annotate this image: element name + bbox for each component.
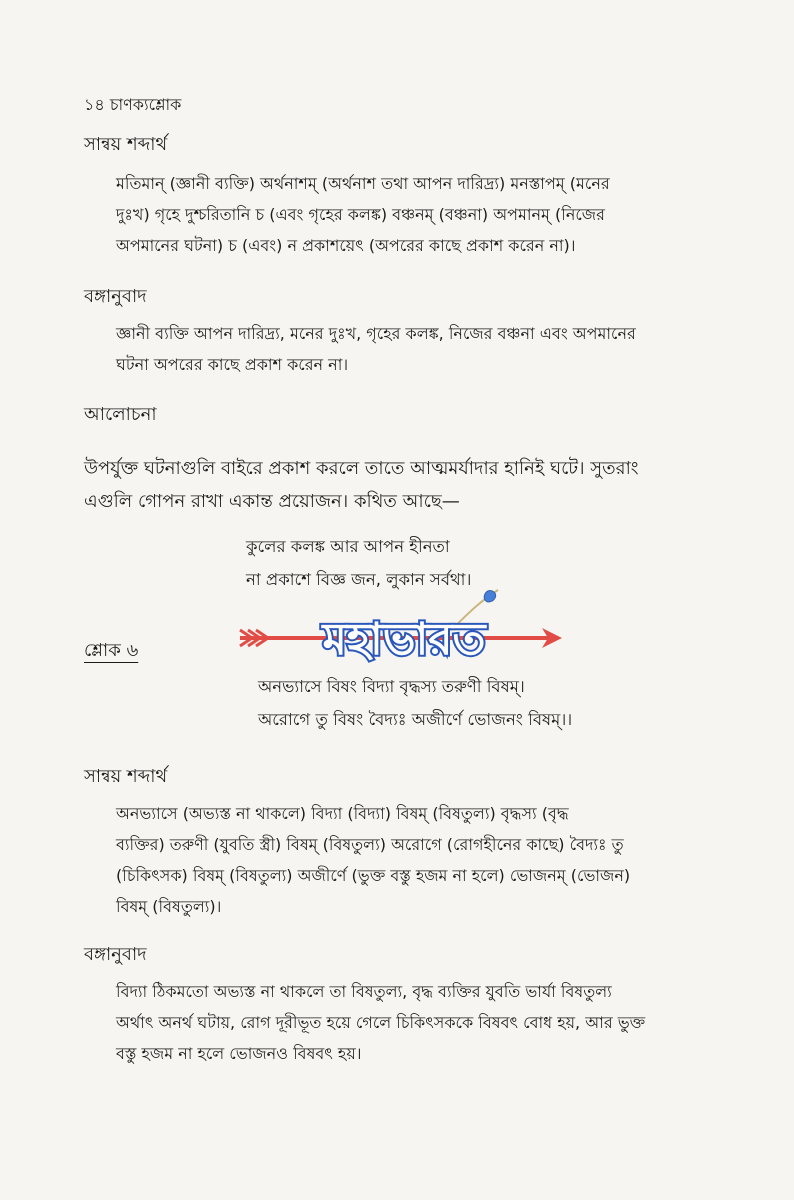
section-heading-discussion: আলোচনা: [84, 404, 157, 425]
book-title: চাণক্যশ্লোক: [109, 95, 182, 114]
text-line: ব্যক্তির) তরুণী (যুবতি স্ত্রী) বিষম্ (বিষতুল্য) অরোগে (রোগহীনের কাছে) বৈদ্যঃ তু: [116, 835, 624, 854]
section-body-anvaya-2: [116, 798, 724, 922]
shloka-heading: শ্লোক ৬: [84, 640, 139, 661]
shloka-line: অরোগে তু বিষং বৈদ্যঃ অজীর্ণে ভোজনং বিষম্।।: [258, 710, 573, 729]
section-body-anvaya-1: [116, 168, 724, 261]
shloka-line: অনভ্যাসে বিষং বিদ্যা বৃদ্ধস্য তরুণী বিষম্।: [258, 677, 525, 696]
section-heading-anvaya-1: সান্বয় শব্দার্থ: [84, 134, 168, 155]
section-body-discussion: [84, 452, 734, 518]
text-line: অর্থাৎ অনর্থ ঘটায়, রোগ দূরীভূত হয়ে গেলে চিকিৎসককে বিষবৎ বোধ হয়, আর ভুক্ত: [116, 1013, 646, 1032]
page-header: [84, 92, 181, 119]
text-line: অনভ্যাসে (অভ্যস্ত না থাকলে) বিদ্যা (বিদ্যা) বিষম্ (বিষতুল্য) বৃদ্ধস্য (বৃদ্ধ: [116, 804, 569, 823]
verse-line: কুলের কলঙ্ক আর আপন হীনতা: [246, 537, 450, 556]
quoted-verse: [246, 530, 471, 596]
verse-line: না প্রকাশে বিজ্ঞ জন, লুকান সর্বথা।: [246, 570, 472, 589]
text-line: ঘটনা অপরের কাছে প্রকাশ করেন না।: [116, 355, 349, 374]
text-line: এগুলি গোপন রাখা একান্ত প্রয়োজন। কথিত আছে—: [84, 491, 460, 512]
text-line: দুঃখ) গৃহে দুশ্চরিতানি চ (এবং গৃহের কলঙ্ক) বঞ্চনম্ (বঞ্চনা) অপমানম্ (নিজের: [116, 205, 605, 224]
section-heading-translation-2: বঙ্গানুবাদ: [84, 944, 147, 965]
watermark-text: মহাভারত: [322, 614, 486, 665]
mahabharat-watermark-logo: [236, 588, 566, 678]
page-number: ১৪: [84, 95, 105, 114]
text-line: অপমানের ঘটনা) চ (এবং) ন প্রকাশয়েৎ (অপরের কাছে প্রকাশ করেন না)।: [116, 236, 576, 255]
text-line: (চিকিৎসক) বিষম্ (বিষতুল্য) অজীর্ণে (ভুক্ত বস্তু হজম না হলে) ভোজনম্ (ভোজন): [116, 866, 631, 885]
text-line: জ্ঞানী ব্যক্তি আপন দারিদ্র্য, মনের দুঃখ, গৃহের কলঙ্ক, নিজের বঞ্চনা এবং অপমানের: [116, 324, 636, 343]
text-line: বিষম্ (বিষতুল্য)।: [116, 897, 222, 916]
section-body-translation-2: [116, 976, 724, 1069]
sanskrit-shloka: [258, 670, 572, 736]
text-line: বস্তু হজম না হলে ভোজনও বিষবৎ হয়।: [116, 1044, 362, 1063]
text-line: মতিমান্ (জ্ঞানী ব্যক্তি) অর্থনাশম্ (অর্থনাশ তথা আপন দারিদ্র্য) মনস্তাপম্ (মনের: [116, 174, 610, 193]
section-heading-anvaya-2: সান্বয় শব্দার্থ: [84, 766, 168, 787]
section-body-translation-1: [116, 318, 724, 380]
text-line: বিদ্যা ঠিকমতো অভ্যস্ত না থাকলে তা বিষতুল্য, বৃদ্ধ ব্যক্তির যুবতি ভার্যা বিষতুল্য: [116, 982, 612, 1001]
peacock-feather-icon: [484, 591, 495, 602]
section-heading-translation-1: বঙ্গানুবাদ: [84, 286, 147, 307]
text-line: উপর্যুক্ত ঘটনাগুলি বাইরে প্রকাশ করলে তাতে আত্মমর্যাদার হানিই ঘটে। সুতরাং: [84, 458, 639, 479]
